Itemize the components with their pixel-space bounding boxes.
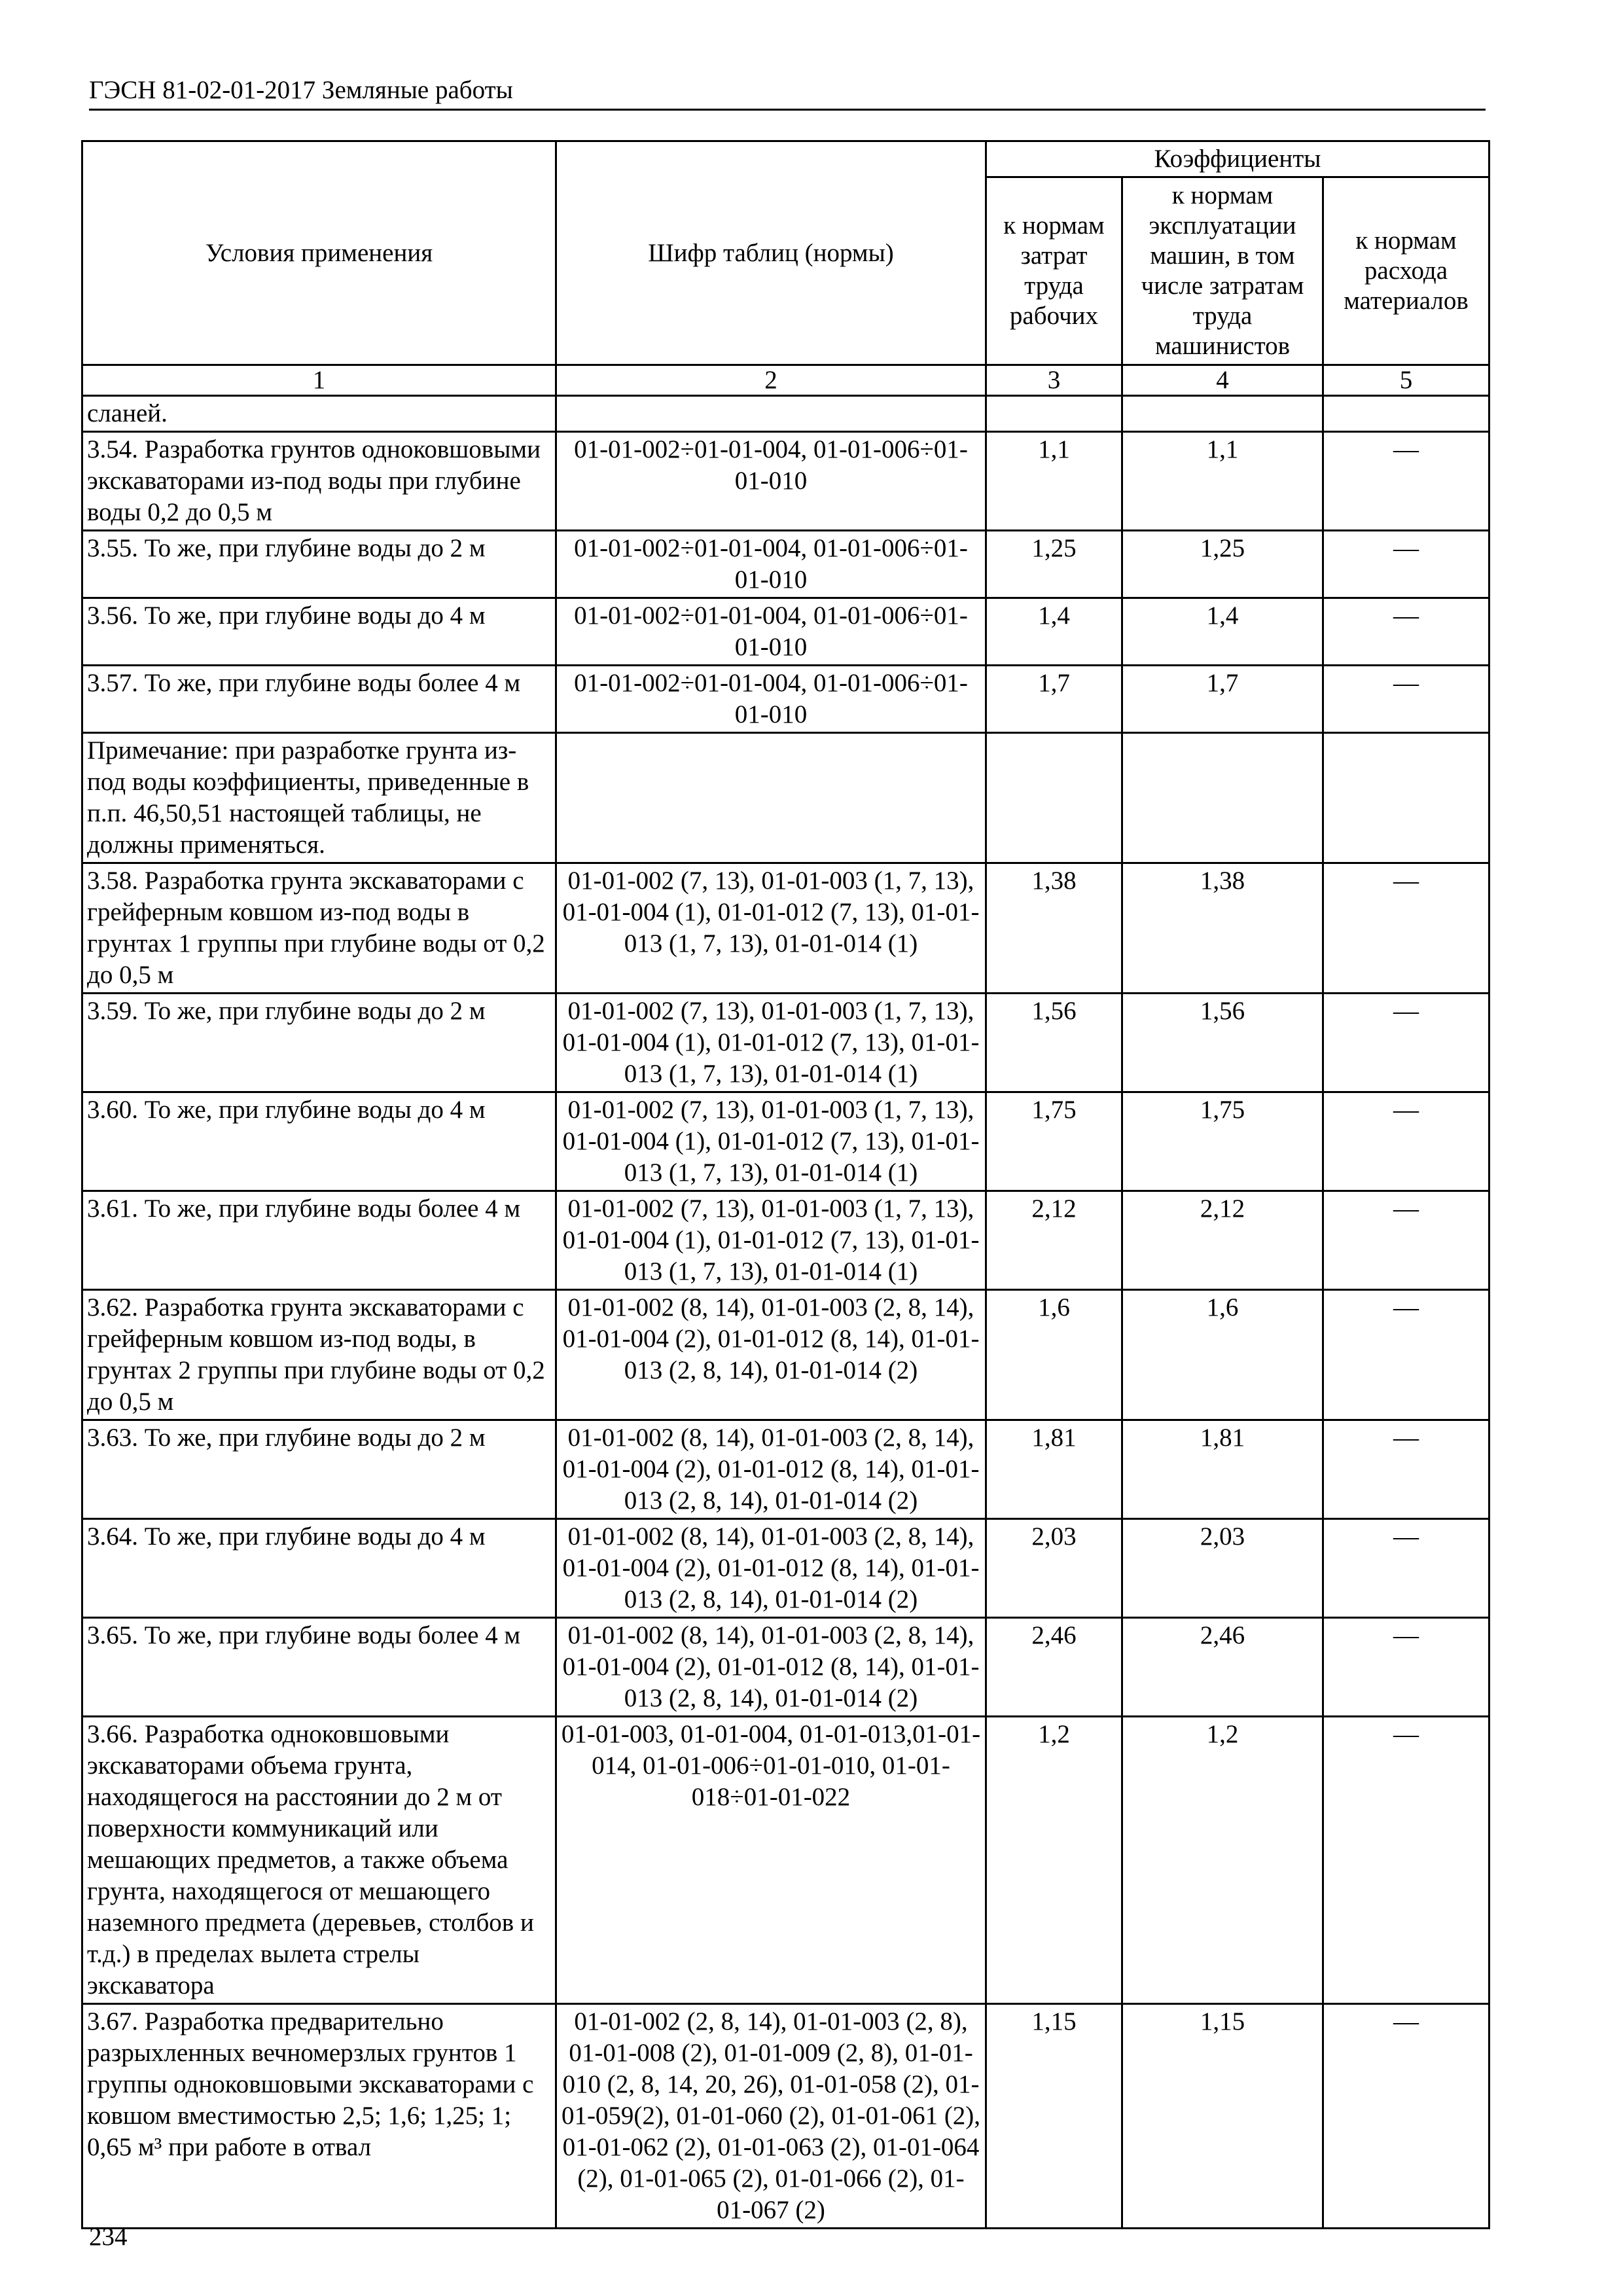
materials-coef-cell: — [1323, 1092, 1489, 1191]
code-cell: 01-01-003, 01-01-004, 01-01-013,01-01-014, 01-01-006÷01-01-010, 01-01-018÷01-01-022 [556, 1717, 986, 2004]
table-row [82, 598, 1489, 666]
header-code: Шифр таблиц (нормы) [556, 141, 986, 365]
condition-cell: 3.58. Разработка грунта экскаваторами с грейферным ковшом из-под воды в грунтах 1 группы при глубине воды от 0,2 до 0,5 м [82, 863, 556, 994]
labor-coef-cell: 2,12 [986, 1191, 1122, 1290]
labor-coef-cell: 1,25 [986, 531, 1122, 598]
materials-coef-cell: — [1323, 666, 1489, 733]
materials-coef-cell: — [1323, 1290, 1489, 1420]
machines-coef-cell: 1,1 [1122, 432, 1323, 531]
condition-cell: 3.54. Разработка грунтов одноковшовыми экскаваторами из-под воды при глубине воды 0,2 до 0,5 м [82, 432, 556, 531]
code-cell [556, 396, 986, 432]
header-machines: к нормам эксплуатации машин, в том числе затратам труда машинистов [1122, 177, 1323, 365]
labor-coef-cell: 1,4 [986, 598, 1122, 666]
materials-coef-cell: — [1323, 1618, 1489, 1717]
table-row [82, 2004, 1489, 2229]
labor-coef-cell: 1,7 [986, 666, 1122, 733]
materials-coef-cell: — [1323, 1717, 1489, 2004]
table-row [82, 1717, 1489, 2004]
table-row [82, 994, 1489, 1092]
condition-cell: 3.65. То же, при глубине воды более 4 м [82, 1618, 556, 1717]
materials-coef-cell: — [1323, 1191, 1489, 1290]
materials-coef-cell [1323, 396, 1489, 432]
code-cell: 01-01-002 (7, 13), 01-01-003 (1, 7, 13), 01-01-004 (1), 01-01-012 (7, 13), 01-01-013 (1, 7, 13), 01-01-014 (1) [556, 994, 986, 1092]
condition-cell: 3.55. То же, при глубине воды до 2 м [82, 531, 556, 598]
table-row [82, 396, 1489, 432]
page-number: 234 [89, 2223, 128, 2251]
machines-coef-cell [1122, 396, 1323, 432]
labor-coef-cell: 1,38 [986, 863, 1122, 994]
coefficients-table [81, 140, 1490, 2229]
note-cell: Примечание: при разработке грунта из-под воды коэффициенты, приведенные в п.п. 46,50,51 настоящей таблицы, не должны применяться. [82, 733, 556, 863]
machines-coef-cell: 1,4 [1122, 598, 1323, 666]
machines-coef-cell: 1,75 [1122, 1092, 1323, 1191]
table-row [82, 733, 1489, 863]
table-row [82, 1519, 1489, 1618]
condition-cell: 3.59. То же, при глубине воды до 2 м [82, 994, 556, 1092]
column-number: 2 [556, 365, 986, 396]
machines-coef-cell: 2,46 [1122, 1618, 1323, 1717]
labor-coef-cell: 1,1 [986, 432, 1122, 531]
header-materials: к нормам расхода материалов [1323, 177, 1489, 365]
labor-coef-cell: 1,56 [986, 994, 1122, 1092]
labor-coef-cell: 1,75 [986, 1092, 1122, 1191]
code-cell: 01-01-002 (7, 13), 01-01-003 (1, 7, 13), 01-01-004 (1), 01-01-012 (7, 13), 01-01-013 (1, 7, 13), 01-01-014 (1) [556, 1191, 986, 1290]
machines-coef-cell: 1,15 [1122, 2004, 1323, 2229]
table-row [82, 1290, 1489, 1420]
code-cell: 01-01-002÷01-01-004, 01-01-006÷01-01-010 [556, 666, 986, 733]
machines-coef-cell: 1,25 [1122, 531, 1323, 598]
condition-cell: 3.63. То же, при глубине воды до 2 м [82, 1420, 556, 1519]
header-conditions: Условия применения [82, 141, 556, 365]
labor-coef-cell [986, 733, 1122, 863]
machines-coef-cell: 1,56 [1122, 994, 1323, 1092]
code-cell: 01-01-002 (2, 8, 14), 01-01-003 (2, 8), 01-01-008 (2), 01-01-009 (2, 8), 01-01-010 (2, 8, 14, 20, 26), 01-01-058 (2), 01-01-059(2), 01-01-060 (2), 01-01-061 (2), 01-01-062 (2), 01-01-063 (2), 01-01-064 (2), 01-01-065 (2), 01-01-066 (2), 01-01-067 (2) [556, 2004, 986, 2229]
condition-cell: 3.57. То же, при глубине воды более 4 м [82, 666, 556, 733]
materials-coef-cell: — [1323, 432, 1489, 531]
materials-coef-cell: — [1323, 2004, 1489, 2229]
code-cell: 01-01-002 (8, 14), 01-01-003 (2, 8, 14), 01-01-004 (2), 01-01-012 (8, 14), 01-01-013 (2, 8, 14), 01-01-014 (2) [556, 1420, 986, 1519]
labor-coef-cell: 1,15 [986, 2004, 1122, 2229]
column-number: 3 [986, 365, 1122, 396]
materials-coef-cell: — [1323, 1519, 1489, 1618]
table-row [82, 666, 1489, 733]
condition-cell: 3.64. То же, при глубине воды до 4 м [82, 1519, 556, 1618]
running-header: ГЭСН 81-02-01-2017 Земляные работы [89, 76, 513, 104]
table-row [82, 531, 1489, 598]
header-coefficients: Коэффициенты [986, 141, 1489, 177]
labor-coef-cell: 1,6 [986, 1290, 1122, 1420]
materials-coef-cell: — [1323, 598, 1489, 666]
materials-coef-cell: — [1323, 863, 1489, 994]
code-cell: 01-01-002 (7, 13), 01-01-003 (1, 7, 13), 01-01-004 (1), 01-01-012 (7, 13), 01-01-013 (1, 7, 13), 01-01-014 (1) [556, 1092, 986, 1191]
code-cell: 01-01-002 (8, 14), 01-01-003 (2, 8, 14), 01-01-004 (2), 01-01-012 (8, 14), 01-01-013 (2, 8, 14), 01-01-014 (2) [556, 1519, 986, 1618]
condition-cell: 3.66. Разработка одноковшовыми экскаваторами объема грунта, находящегося на расстоянии до 2 м от поверхности коммуникаций или мешающих предметов, а также объема грунта, находящегося от мешающего наземного предмета (деревьев, столбов и т.д.) в пределах вылета стрелы экскаватора [82, 1717, 556, 2004]
code-cell: 01-01-002÷01-01-004, 01-01-006÷01-01-010 [556, 432, 986, 531]
machines-coef-cell: 1,81 [1122, 1420, 1323, 1519]
labor-coef-cell: 1,81 [986, 1420, 1122, 1519]
table-row [82, 1420, 1489, 1519]
materials-coef-cell [1323, 733, 1489, 863]
column-number: 4 [1122, 365, 1323, 396]
table-row [82, 863, 1489, 994]
code-cell [556, 733, 986, 863]
labor-coef-cell: 2,46 [986, 1618, 1122, 1717]
condition-cell: 3.62. Разработка грунта экскаваторами с грейферным ковшом из-под воды, в грунтах 2 группы при глубине воды от 0,2 до 0,5 м [82, 1290, 556, 1420]
code-cell: 01-01-002 (7, 13), 01-01-003 (1, 7, 13), 01-01-004 (1), 01-01-012 (7, 13), 01-01-013 (1, 7, 13), 01-01-014 (1) [556, 863, 986, 994]
machines-coef-cell: 1,38 [1122, 863, 1323, 994]
condition-cell: 3.67. Разработка предварительно разрыхленных вечномерзлых грунтов 1 группы одноковшовыми экскаваторами с ковшом вместимостью 2,5; 1,6; 1,25; 1; 0,65 м³ при работе в отвал [82, 2004, 556, 2229]
machines-coef-cell [1122, 733, 1323, 863]
machines-coef-cell: 1,6 [1122, 1290, 1323, 1420]
column-number: 5 [1323, 365, 1489, 396]
condition-cell: сланей. [82, 396, 556, 432]
table-row [82, 1191, 1489, 1290]
table-row [82, 1092, 1489, 1191]
code-cell: 01-01-002÷01-01-004, 01-01-006÷01-01-010 [556, 531, 986, 598]
materials-coef-cell: — [1323, 994, 1489, 1092]
code-cell: 01-01-002 (8, 14), 01-01-003 (2, 8, 14), 01-01-004 (2), 01-01-012 (8, 14), 01-01-013 (2, 8, 14), 01-01-014 (2) [556, 1290, 986, 1420]
code-cell: 01-01-002 (8, 14), 01-01-003 (2, 8, 14), 01-01-004 (2), 01-01-012 (8, 14), 01-01-013 (2, 8, 14), 01-01-014 (2) [556, 1618, 986, 1717]
condition-cell: 3.61. То же, при глубине воды более 4 м [82, 1191, 556, 1290]
materials-coef-cell: — [1323, 1420, 1489, 1519]
labor-coef-cell [986, 396, 1122, 432]
machines-coef-cell: 1,7 [1122, 666, 1323, 733]
materials-coef-cell: — [1323, 531, 1489, 598]
header-rule [89, 109, 1486, 111]
column-number: 1 [82, 365, 556, 396]
condition-cell: 3.56. То же, при глубине воды до 4 м [82, 598, 556, 666]
table-row [82, 432, 1489, 531]
code-cell: 01-01-002÷01-01-004, 01-01-006÷01-01-010 [556, 598, 986, 666]
column-number-row [82, 365, 1489, 396]
table-row [82, 1618, 1489, 1717]
labor-coef-cell: 1,2 [986, 1717, 1122, 2004]
condition-cell: 3.60. То же, при глубине воды до 4 м [82, 1092, 556, 1191]
header-labor: к нормам затрат труда рабочих [986, 177, 1122, 365]
machines-coef-cell: 1,2 [1122, 1717, 1323, 2004]
labor-coef-cell: 2,03 [986, 1519, 1122, 1618]
machines-coef-cell: 2,03 [1122, 1519, 1323, 1618]
machines-coef-cell: 2,12 [1122, 1191, 1323, 1290]
